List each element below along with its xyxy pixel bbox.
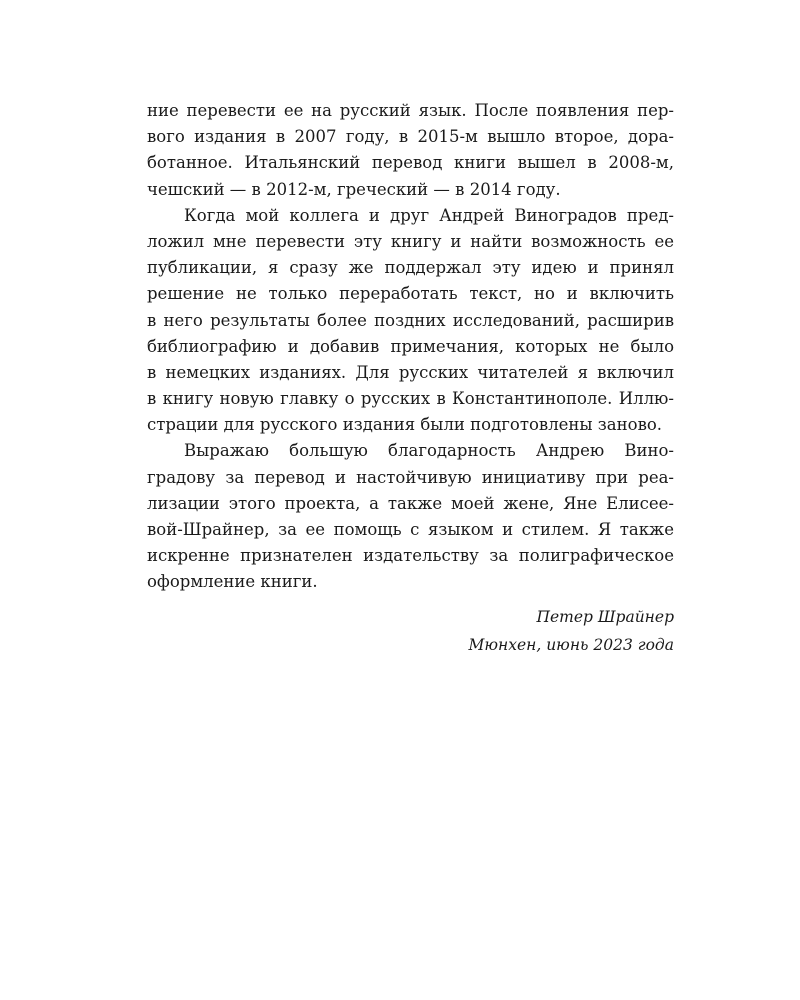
text-line: искренне признателен издательству за полиграфическое xyxy=(147,546,674,566)
text-line: в книгу новую главку о русских в Константинополе. Иллю- xyxy=(147,389,674,409)
signature-author: Петер Шрайнер xyxy=(536,608,674,626)
paragraph-2 xyxy=(147,203,674,439)
signature-place-date: Мюнхен, июнь 2023 года xyxy=(468,636,674,654)
text-line: ние перевести ее на русский язык. После появления пер- xyxy=(147,101,674,120)
text-line: оформление книги. xyxy=(147,572,318,592)
text-line: ботанное. Итальянский перевод книги вышел в 2008-м, xyxy=(147,153,674,173)
text-line: в немецких изданиях. Для русских читателей я включил xyxy=(147,362,674,382)
text-line: вой-Шрайнер, за ее помощь с языком и стилем. Я также xyxy=(147,520,674,539)
text-line: Когда мой коллега и друг Андрей Виноградов пред- xyxy=(184,205,674,225)
text-line: публикации, я сразу же поддержал эту идею и принял xyxy=(147,258,674,278)
text-line: в него результаты более поздних исследований, расширив xyxy=(147,310,674,330)
text-line: библиографию и добавив примечания, которых не было xyxy=(147,336,674,356)
body-text xyxy=(147,98,674,596)
text-line: Выражаю большую благодарность Андрею Вино- xyxy=(184,441,674,461)
text-line: решение не только переработать текст, но и включить xyxy=(147,284,674,304)
text-line: ложил мне перевести эту книгу и найти возможность ее xyxy=(147,231,674,251)
text-line: страции для русского издания были подготовлены заново. xyxy=(147,415,663,435)
text-line: чешский — в 2012-м, греческий — в 2014 году. xyxy=(147,179,561,199)
signature-block xyxy=(468,603,674,659)
text-line: вого издания в 2007 году, в 2015-м вышло второе, дора- xyxy=(147,127,674,147)
text-line: градову за перевод и настойчивую инициативу при реа- xyxy=(147,467,674,487)
paragraph-1 xyxy=(147,98,674,203)
paragraph-3 xyxy=(147,438,674,595)
text-line: лизации этого проекта, а также моей жене, Яне Елисее- xyxy=(147,493,674,513)
